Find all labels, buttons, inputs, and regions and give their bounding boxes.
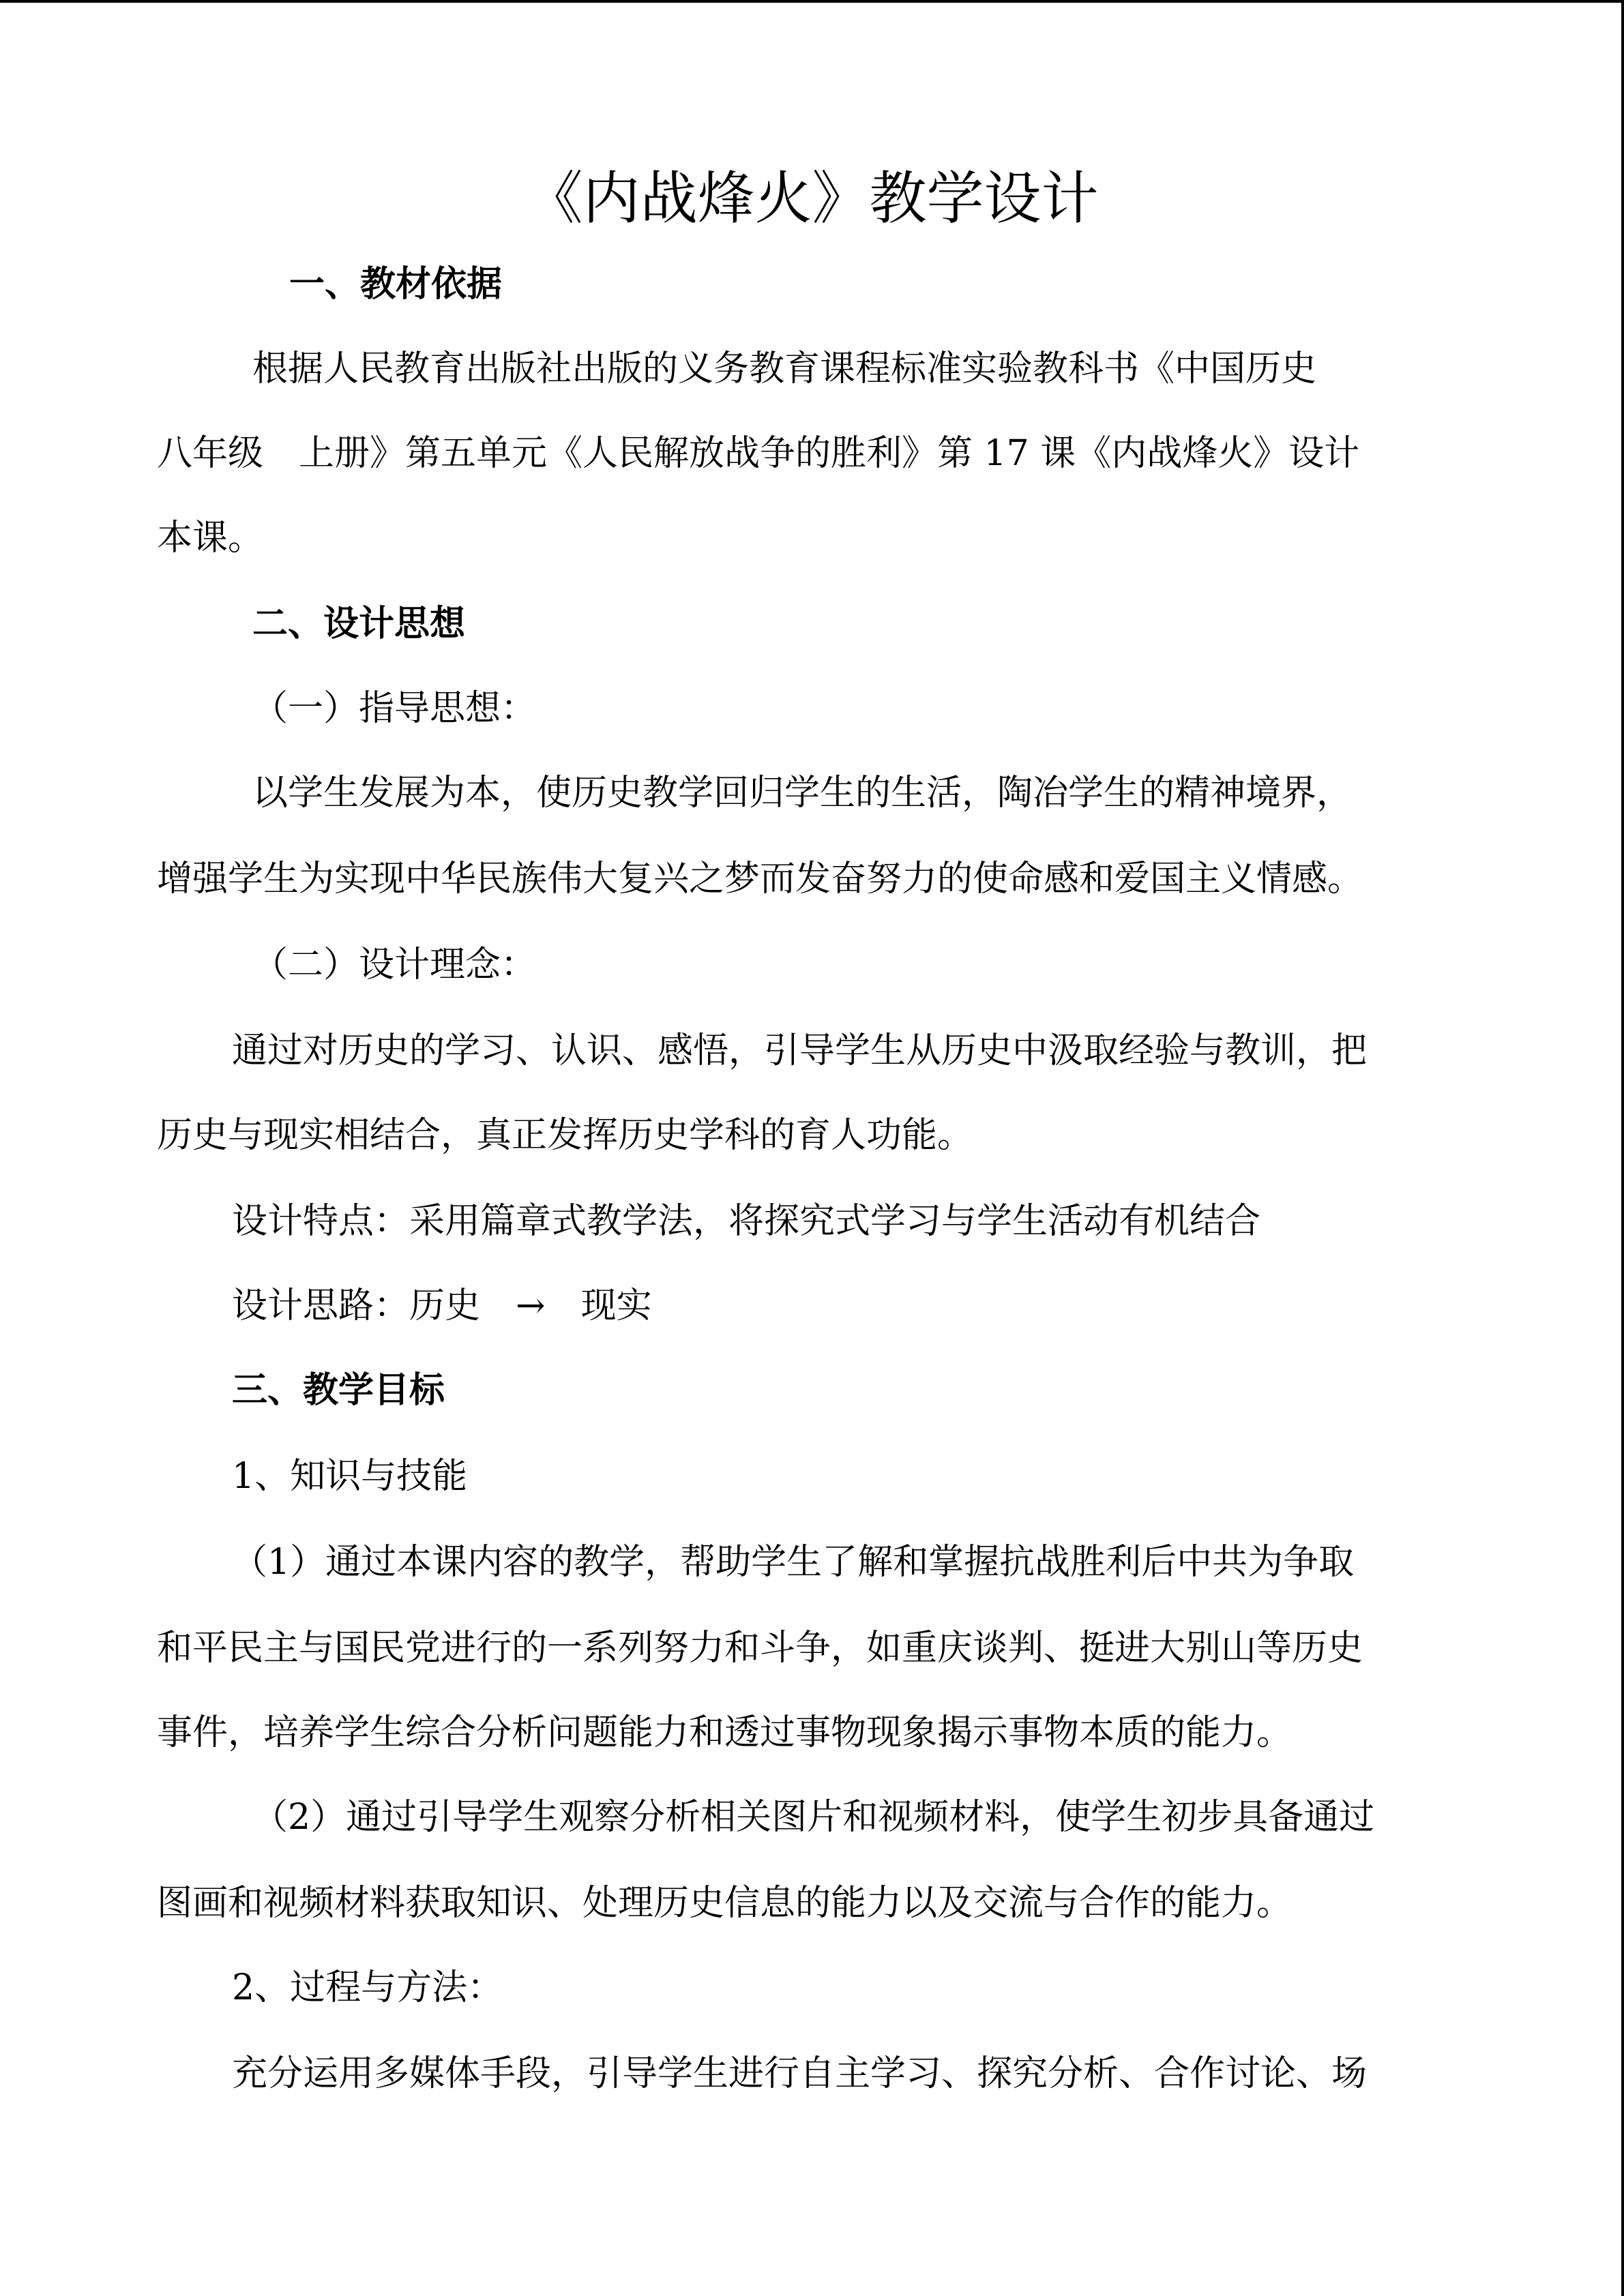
section-heading-3: 三、教学目标 <box>232 1369 445 1411</box>
subheading: （二）设计理念： <box>252 944 537 985</box>
paragraph-line: 本课。 <box>157 518 264 558</box>
paragraph-line: 八年级 上册》第五单元《人民解放战争的胜利》第 17 课《内战烽火》设计 <box>157 433 1360 474</box>
paragraph-line: 设计特点：采用篇章式教学法，将探究式学习与学生活动有机结合 <box>232 1201 1261 1242</box>
page-border-top <box>0 0 1624 3</box>
document-title: 《内战烽火》教学设计 <box>525 165 1099 232</box>
paragraph-line: 设计思路：历史 → 现实 <box>232 1285 652 1326</box>
paragraph-line: 以学生发展为本，使历史教学回归学生的生活，陶冶学生的精神境界， <box>252 773 1353 814</box>
subheading: 2、过程与方法： <box>232 1967 503 2008</box>
section-heading-1: 一、教材依据 <box>289 263 503 305</box>
paragraph-line: 通过对历史的学习、认识、感悟，引导学生从历史中汲取经验与教训，把 <box>232 1030 1368 1071</box>
page-border-right <box>1621 0 1624 2296</box>
paragraph-line: 增强学生为实现中华民族伟大复兴之梦而发奋努力的使命感和爱国主义情感。 <box>157 859 1363 899</box>
section-heading-2: 二、设计思想 <box>252 603 466 644</box>
paragraph-line: 事件，培养学生综合分析问题能力和透过事物现象揭示事物本质的能力。 <box>157 1712 1293 1753</box>
paragraph-line: （1）通过本课内容的教学，帮助学生了解和掌握抗战胜利后中共为争取 <box>232 1542 1355 1583</box>
paragraph-line: 充分运用多媒体手段，引导学生进行自主学习、探究分析、合作讨论、场 <box>232 2053 1368 2094</box>
paragraph-line: 图画和视频材料获取知识、处理历史信息的能力以及交流与合作的能力。 <box>157 1883 1293 1924</box>
paragraph-line: （2）通过引导学生观察分析相关图片和视频材料，使学生初步具备通过 <box>252 1797 1375 1838</box>
subheading: 1、知识与技能 <box>232 1456 468 1497</box>
paragraph-line: 根据人民教育出版社出版的义务教育课程标准实验教科书《中国历史 <box>252 348 1317 389</box>
paragraph-line: 和平民主与国民党进行的一系列努力和斗争，如重庆谈判、挺进大别山等历史 <box>157 1628 1363 1669</box>
subheading: （一）指导思想： <box>252 688 537 729</box>
paragraph-line: 历史与现实相结合，真正发挥历史学科的育人功能。 <box>157 1115 973 1156</box>
